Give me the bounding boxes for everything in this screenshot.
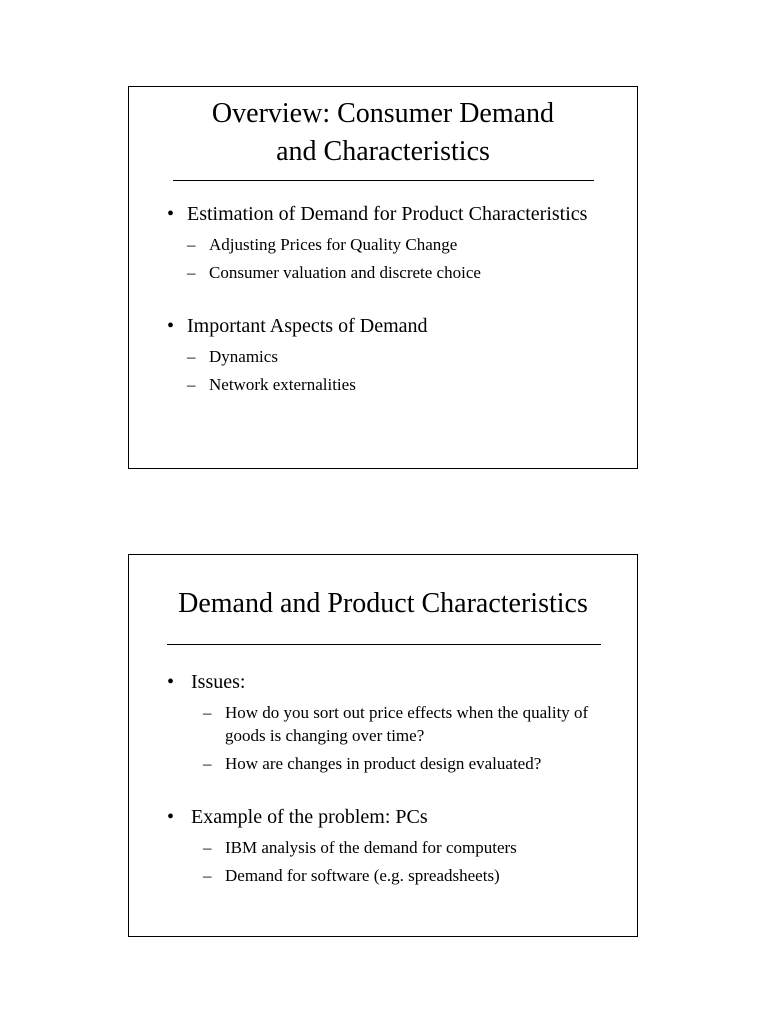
- bullet-item: [167, 313, 621, 396]
- bullet-item: [167, 669, 621, 775]
- bullet-item: [167, 804, 621, 887]
- title-line: Overview: Consumer Demand: [211, 98, 555, 129]
- spacer: [167, 289, 621, 313]
- sub-list: [203, 701, 621, 775]
- bullet-text: Issues:: [191, 671, 246, 693]
- sub-item: [187, 261, 621, 284]
- slide-title: [129, 95, 637, 171]
- title-line: and Characteristics: [276, 136, 490, 167]
- dash-marker: –: [187, 347, 196, 366]
- title-divider: [167, 644, 601, 645]
- dash-marker: –: [203, 754, 212, 773]
- dash-marker: –: [187, 263, 196, 282]
- dash-marker: –: [187, 235, 196, 254]
- sub-item: [203, 836, 621, 859]
- sub-item: [187, 373, 621, 396]
- bullet-list: [167, 669, 621, 892]
- bullet-marker: •: [167, 671, 175, 693]
- spacer: [167, 780, 621, 804]
- dash-marker: –: [187, 375, 196, 394]
- sub-item-text: Dynamics: [209, 347, 278, 366]
- sub-item-text: Adjusting Prices for Quality Change: [209, 235, 458, 254]
- bullet-item: [167, 201, 621, 284]
- sub-list: [187, 345, 621, 396]
- title-line: Demand and Product Characteristics: [178, 588, 588, 619]
- bullet-marker: •: [167, 315, 175, 337]
- slide-1: [128, 86, 638, 469]
- bullet-text: Important Aspects of Demand: [187, 315, 428, 337]
- sub-item-text: Consumer valuation and discrete choice: [209, 263, 481, 282]
- title-divider: [173, 180, 594, 181]
- bullet-marker: •: [167, 203, 175, 225]
- slide-title: [129, 585, 637, 623]
- bullet-text: Estimation of Demand for Product Characteristics: [187, 203, 588, 225]
- dash-marker: –: [203, 838, 212, 857]
- sub-item-text: Network externalities: [209, 375, 356, 394]
- sub-item-text: Demand for software (e.g. spreadsheets): [225, 866, 500, 885]
- sub-item-text: How are changes in product design evaluated?: [225, 754, 542, 773]
- sub-item-text: How do you sort out price effects when the quality of goods is changing over time?: [225, 703, 589, 745]
- sub-item: [203, 701, 621, 747]
- sub-item: [187, 345, 621, 368]
- sub-item: [203, 752, 621, 775]
- sub-list: [187, 233, 621, 284]
- bullet-marker: •: [167, 806, 175, 828]
- dash-marker: –: [203, 866, 212, 885]
- bullet-list: [167, 201, 621, 401]
- dash-marker: –: [203, 703, 212, 722]
- sub-list: [203, 836, 621, 887]
- sub-item: [203, 864, 621, 887]
- bullet-text: Example of the problem: PCs: [191, 806, 428, 828]
- slide-2: [128, 554, 638, 937]
- sub-item-text: IBM analysis of the demand for computers: [225, 838, 517, 857]
- sub-item: [187, 233, 621, 256]
